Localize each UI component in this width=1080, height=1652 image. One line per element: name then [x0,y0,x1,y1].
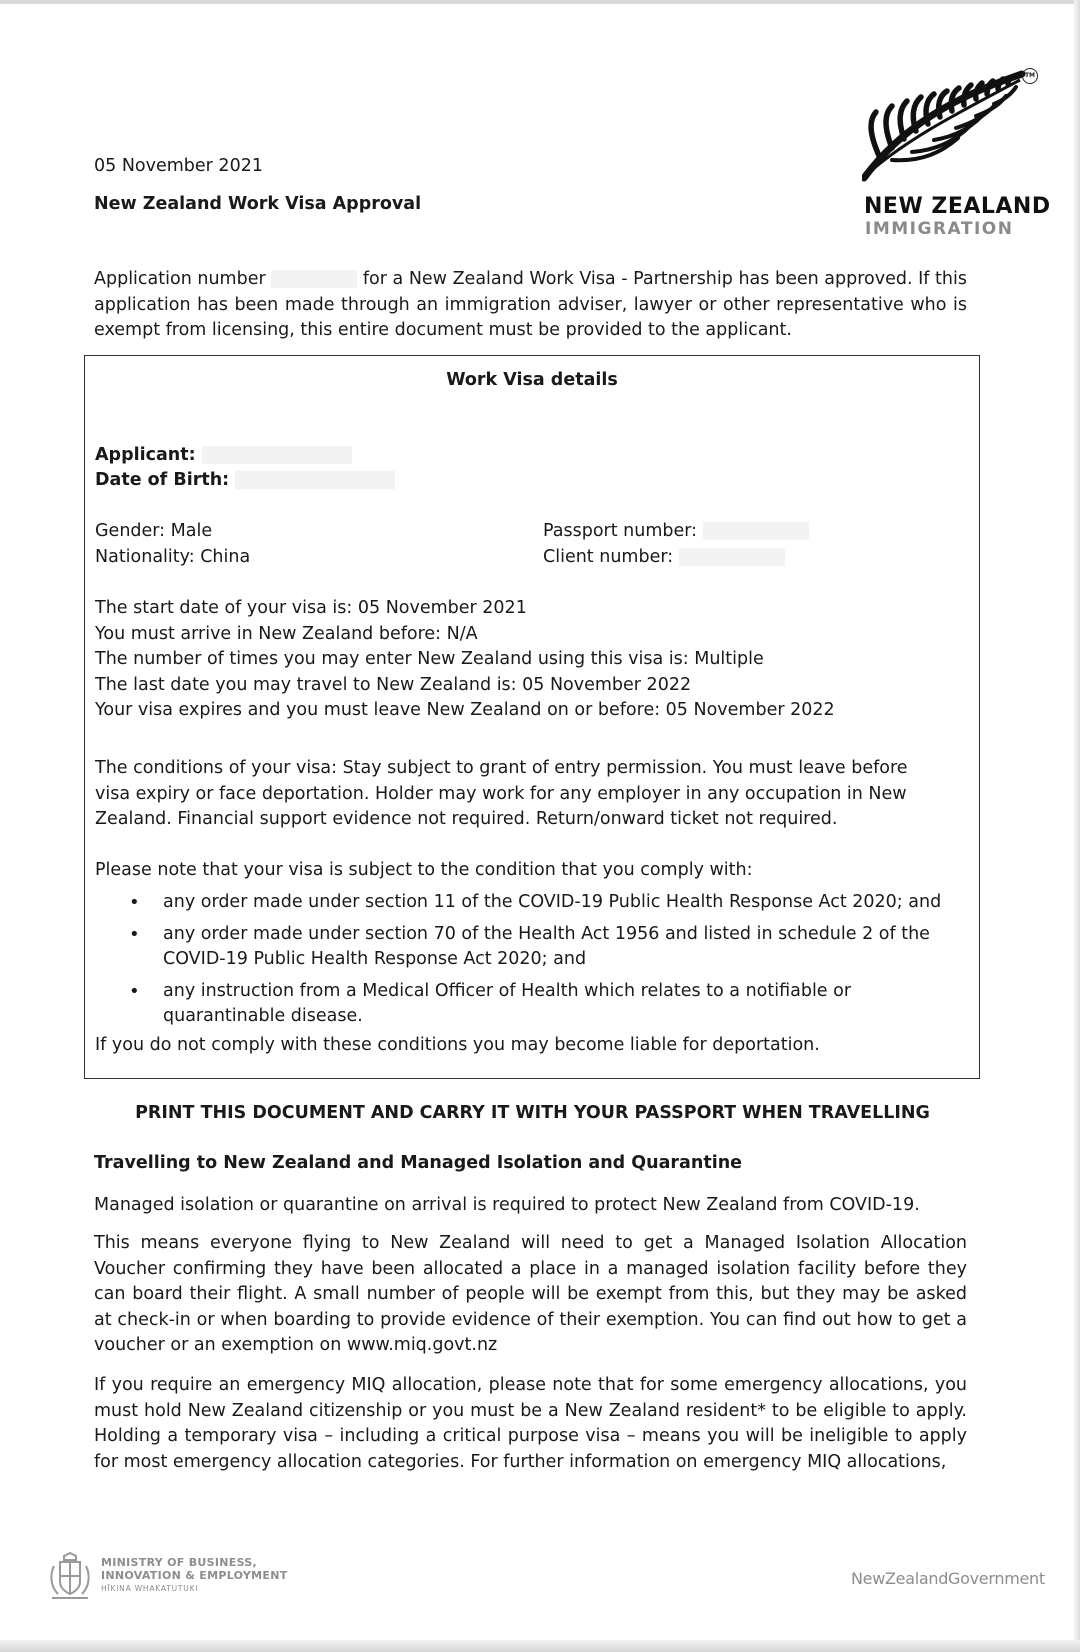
passport-label: Passport number: [543,521,698,541]
travel-paragraph-2: This means everyone flying to New Zealand will need to get a Managed Isolation Allocation Voucher confirming they have been allocated a place in a managed isolation facility before they can board their flight. A small number of people will be exempt from this, but they may be asked at check-in or when boarding to provide evidence of their exemption. You can find out how to get a voucher or an exemption on www.miq.govt.nz [94,1233,967,1355]
comply-item: • any order made under section 11 of the COVID-19 Public Health Response Act 2020; and [129,892,942,913]
coat-of-arms-icon [44,1552,96,1600]
comply-item: • any order made under section 70 of the Health Act 1956 and listed in schedule 2 of the COVID-19 Public Health Response Act 2020; and [129,923,930,969]
visa-conditions: The conditions of your visa: Stay subject to grant of entry permission. You must leave before visa expiry or face deportation. Holder may work for any employer in any occupation in New Zealand. Financial support evidence not required. Return/onward ticket not required. [95,758,908,829]
details-heading: Work Visa details [446,370,618,390]
logo-new-zealand-text: NEW ZEALAND [864,194,1051,219]
page-edge-right [1074,0,1080,1652]
print-notice: PRINT THIS DOCUMENT AND CARRY IT WITH YOUR PASSPORT WHEN TRAVELLING [135,1103,930,1123]
number-of-entries: The number of times you may enter New Zealand using this visa is: Multiple [95,649,764,669]
redacted-client-number [679,548,785,566]
comply-item: • any instruction from a Medical Officer of Health which relates to a notifiable or quarantinable disease. [129,980,852,1026]
nz-government-footer: NewZealandGovernment [851,1569,1045,1588]
client-field [543,545,785,571]
dob-label: Date of Birth: [95,470,230,490]
visa-dates-list [95,596,835,724]
ministry-line-2: INNOVATION & EMPLOYMENT [101,1569,288,1582]
visa-expiry-date: Your visa expires and you must leave New Zealand on or before: 05 November 2022 [95,700,835,720]
letter-date: 05 November 2021 [94,156,263,176]
letter-title: New Zealand Work Visa Approval [94,194,422,214]
page-edge-top [0,0,1080,4]
comply-item-text: any instruction from a Medical Officer of Health which relates to a notifiable or quarantinable disease. [163,980,852,1026]
visa-start-date: The start date of your visa is: 05 November 2021 [95,598,527,618]
intro-prefix: Application number [94,269,266,289]
travel-paragraph-3: If you require an emergency MIQ allocation, please note that for some emergency allocations, you must hold New Zealand citizenship or you must be a New Zealand resident* to be eligible to apply. Holding a temporary visa – including a critical purpose visa – means you will be ineligible to apply for most emergency allocation categories. For further information on emergency MIQ allocations, [94,1375,967,1472]
applicant-field [95,443,352,469]
nationality-field: Nationality: China [95,547,251,567]
comply-outro: If you do not comply with these conditions you may become liable for deportation. [95,1035,820,1055]
intro-suffix: for a New Zealand Work Visa - Partnership has been approved. If this application has been made through an immigration adviser, lawyer or other representative who is exempt from licensing, this entire document must be provided to the applicant. [94,269,967,340]
redacted-applicant-name [202,446,352,464]
applicant-label: Applicant: [95,445,196,465]
redacted-passport-number [703,522,809,540]
comply-item-text: any order made under section 11 of the COVID-19 Public Health Response Act 2020; and [163,892,942,912]
dob-field [95,468,395,494]
comply-intro: Please note that your visa is subject to the condition that you comply with: [95,860,753,880]
redacted-application-number [271,270,357,288]
arrive-before: You must arrive in New Zealand before: N/A [95,623,478,644]
work-visa-details-box [84,355,980,1079]
logo-immigration-text: IMMIGRATION [865,219,1014,239]
page-edge-bottom [0,1640,1080,1652]
comply-list [95,890,965,1036]
redacted-dob [235,471,395,489]
client-label: Client number: [543,547,674,567]
ministry-line-3: HĪKINA WHAKATUTUKI [101,1584,199,1593]
ministry-footer [101,1556,288,1595]
travel-paragraph-1: Managed isolation or quarantine on arrival is required to protect New Zealand from COVID-19. [94,1195,920,1215]
comply-item-text: any order made under section 70 of the Health Act 1956 and listed in schedule 2 of the COVID-19 Public Health Response Act 2020; and [163,923,930,969]
travel-heading: Travelling to New Zealand and Managed Isolation and Quarantine [94,1153,743,1173]
trademark-symbol: TM [1022,68,1038,84]
gender-field: Gender: Male [95,521,213,541]
intro-paragraph [94,267,967,344]
passport-field [543,519,809,545]
silver-fern-icon [862,66,1032,196]
last-travel-date: The last date you may travel to New Zealand is: 05 November 2022 [95,674,692,695]
ministry-line-1: MINISTRY OF BUSINESS, [101,1556,258,1569]
